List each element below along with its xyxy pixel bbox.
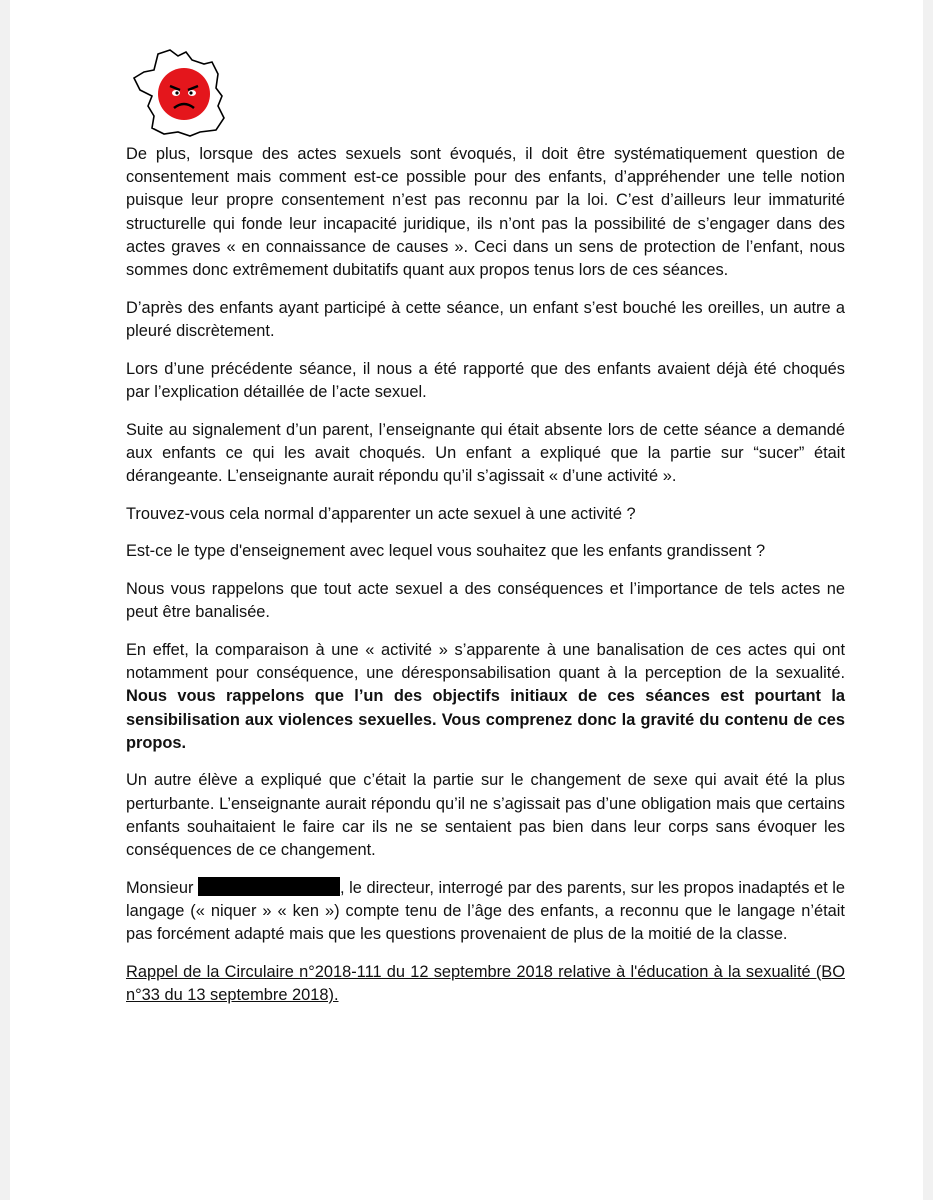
paragraph-consent: De plus, lorsque des actes sexuels sont évoqués, il doit être systématiquement question de consentement mais comment est-ce possible pour des enfants, d’appréhender une telle notion puisque leur propre consentement n’est pas reconnu par la loi. C’est d’ailleurs leur immaturité structurelle qui fonde leur incapacité juridique, ils n’ont pas la possibilité de s’engager dans des actes graves « en connaissance de causes ». Ceci dans un sens de protection de l’enfant, nous sommes donc extrêmement dubitatifs quant aux propos tenus lors de ces séances. — [126, 145, 845, 280]
circulaire-reference: Rappel de la Circulaire n°2018-111 du 12 septembre 2018 relative à l'éducation à la sexualité (BO n°33 du 13 septembre 2018). — [126, 962, 845, 1005]
paragraph-activity-bold: Nous vous rappelons que l’un des objectifs initiaux de ces séances est pourtant la sensibilisation aux violences sexuelles. Vous comprenez donc la gravité du contenu de ces propos. — [126, 687, 845, 752]
director-rest: , le directeur, interrogé par des parents, sur les propos inadaptés et le langage (« niquer » « ken ») compte tenu de l’âge des enfants, a reconnu que le langage n’était pas forcément adapté mais que les questions provenaient de plus de la moitié de la classe. — [126, 878, 846, 944]
redacted-name-block — [198, 877, 340, 896]
paragraph-consequences: Nous vous rappelons que tout acte sexuel a des conséquences et l’importance de tels actes ne peut être banalisée. — [126, 580, 845, 622]
paragraph-children-reaction: D’après des enfants ayant participé à cette séance, un enfant s’est bouché les oreilles, un autre a pleuré discrètement. — [126, 298, 845, 340]
paragraph-parent-report: Suite au signalement d’un parent, l’enseignante qui était absente lors de cette séance a demandé aux enfants ce qui les avait choqués. Un enfant a expliqué que la partie sur “sucer” était dérangeante. L’enseignante aurait répondu qu’il s’agissait « d’une activité ». — [126, 420, 845, 485]
paragraph-previous-session: Lors d’une précédente séance, il nous a été rapporté que des enfants avaient déjà été choqués par l’explication détaillée de l’acte sexuel. — [126, 359, 845, 401]
paragraph-director — [126, 877, 845, 947]
angry-face-france-map-icon — [126, 46, 232, 138]
paragraph-sex-change: Un autre élève a expliqué que c’était la partie sur le changement de sexe qui avait été la plus perturbante. L’enseignante aurait répondu qu’il ne s’agissait pas d’une obligation mais que certains enfants souhaitaient le faire car ils ne se sentaient pas bien dans leur corps sans évoquer les conséquences de ce changement. — [126, 771, 845, 860]
paragraph-activity-comparison — [126, 639, 845, 755]
document-page — [10, 0, 923, 1200]
director-prefix: Monsieur — [126, 878, 198, 897]
paragraph-question-teaching: Est-ce le type d'enseignement avec lequel vous souhaitez que les enfants grandissent ? — [126, 542, 766, 561]
letter-body — [126, 143, 845, 1022]
paragraph-activity-regular: En effet, la comparaison à une « activité » s’apparente à une banalisation de ces actes qui ont notamment pour conséquence, une déresponsabilisation quant à la perception de la sexualité. — [126, 640, 845, 683]
paragraph-question-normal: Trouvez-vous cela normal d’apparenter un acte sexuel à une activité ? — [126, 504, 636, 523]
